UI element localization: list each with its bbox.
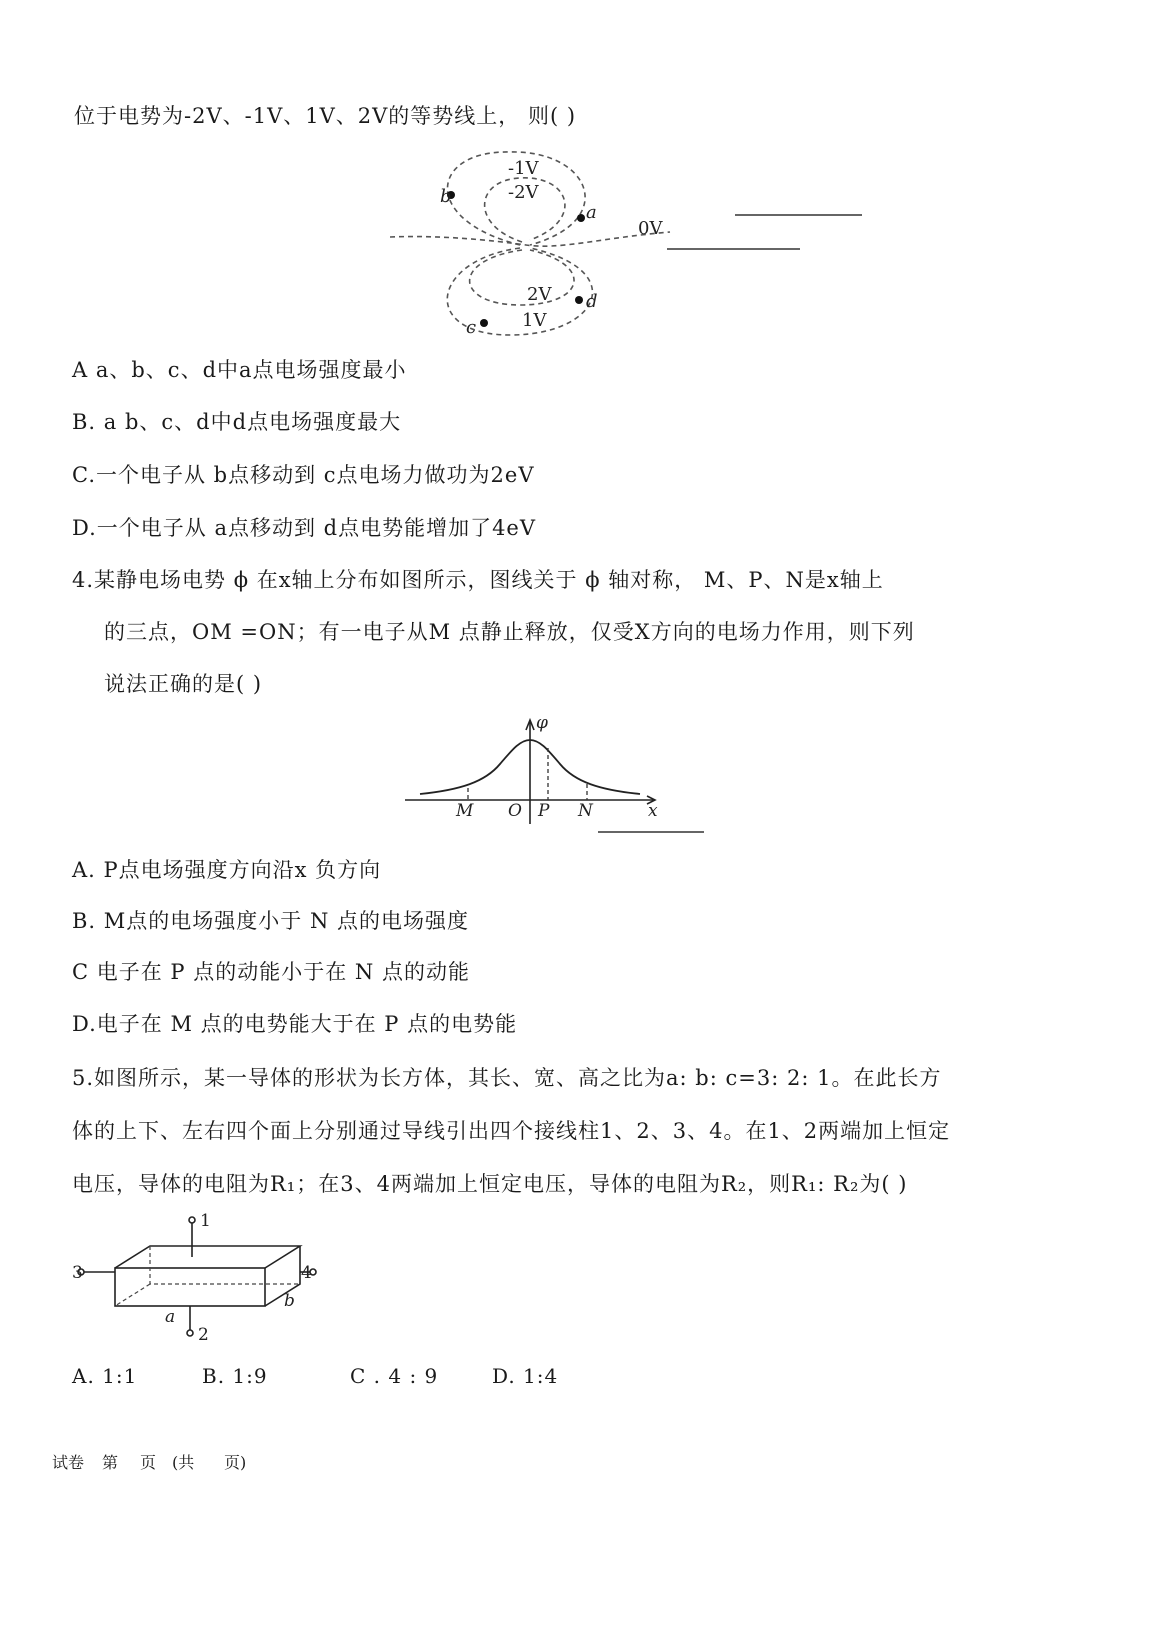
label-phi: φ (536, 713, 548, 733)
equipotential-figure (380, 140, 880, 340)
point-d (575, 296, 583, 304)
q3-option-c: C.一个电子从 b点移动到 c点电场力做功为2eV (72, 463, 535, 487)
label-b-edge: b (284, 1291, 295, 1311)
q5-option-a: A. 1:1 (72, 1364, 138, 1388)
label-M: M (456, 801, 474, 821)
label-O: O (508, 801, 522, 821)
label-x: x (648, 801, 658, 821)
q3-option-b: B. a b、c、d中d点电场强度最大 (72, 410, 402, 434)
footer-ye: 页 (140, 1453, 157, 1472)
cuboid-figure (70, 1210, 330, 1350)
terminal-4: 4 (301, 1263, 312, 1283)
potential-curve-figure (400, 712, 710, 842)
terminal-2: 2 (198, 1325, 209, 1345)
label-c: c (466, 317, 477, 338)
q5-stem-line2: 体的上下、左右四个面上分别通过导线引出四个接线柱1、2、3、4。在1、2两端加上恒定 (72, 1119, 951, 1143)
intro-line: 位于电势为-2V、-1V、1V、2V的等势线上， 则( ) (74, 104, 577, 128)
footer-shijuan: 试卷 (52, 1453, 85, 1472)
label-1v: 1V (522, 310, 547, 331)
q3-option-d: D.一个电子从 a点移动到 d点电势能增加了4eV (72, 516, 537, 540)
point-c (480, 319, 488, 327)
terminal-1: 1 (200, 1211, 211, 1231)
q4-option-b: B. M点的电场强度小于 N 点的电场强度 (72, 909, 470, 933)
footer-gong: (共 (172, 1453, 195, 1472)
label-P: P (538, 801, 550, 821)
q5-option-d: D. 1:4 (492, 1364, 559, 1388)
footer-di: 第 (102, 1453, 119, 1472)
terminal-3: 3 (72, 1263, 83, 1283)
label-2v: 2V (527, 284, 552, 305)
q4-option-d: D.电子在 M 点的电势能大于在 P 点的电势能 (72, 1012, 518, 1036)
label-minus1v: -1V (508, 158, 539, 179)
label-N: N (578, 801, 593, 821)
label-b: b (440, 186, 452, 207)
q4-stem-line3: 说法正确的是( ) (104, 672, 263, 696)
q5-stem-line3: 电压，导体的电阻为R₁；在3、4两端加上恒定电压，导体的电阻为R₂，则R₁: R₂为( ) (72, 1172, 908, 1196)
label-minus2v: -2V (508, 182, 539, 203)
q3-option-a: A a、b、c、d中a点电场强度最小 (72, 358, 407, 382)
q5-option-c: C . 4 : 9 (350, 1364, 439, 1388)
footer-ye2: 页) (224, 1453, 247, 1472)
q4-stem-line2: 的三点，OM =ON；有一电子从M 点静止释放，仅受X方向的电场力作用，则下列 (104, 620, 915, 644)
q4-option-a: A. P点电场强度方向沿x 负方向 (72, 858, 382, 882)
q4-option-c: C 电子在 P 点的动能小于在 N 点的动能 (72, 960, 470, 984)
q5-option-b: B. 1:9 (202, 1364, 268, 1388)
label-a-edge: a (165, 1307, 176, 1327)
q5-stem-line1: 5.如图所示，某一导体的形状为长方体，其长、宽、高之比为a: b: c=3: 2: 1。在此长方 (72, 1066, 942, 1090)
label-0v: 0V (638, 218, 663, 239)
point-a (577, 214, 585, 222)
q4-stem-line1: 4.某静电场电势 ϕ 在x轴上分布如图所示，图线关于 ϕ 轴对称， M、P、N是x轴上 (72, 568, 884, 592)
label-d: d (586, 291, 598, 312)
label-a: a (586, 202, 597, 223)
